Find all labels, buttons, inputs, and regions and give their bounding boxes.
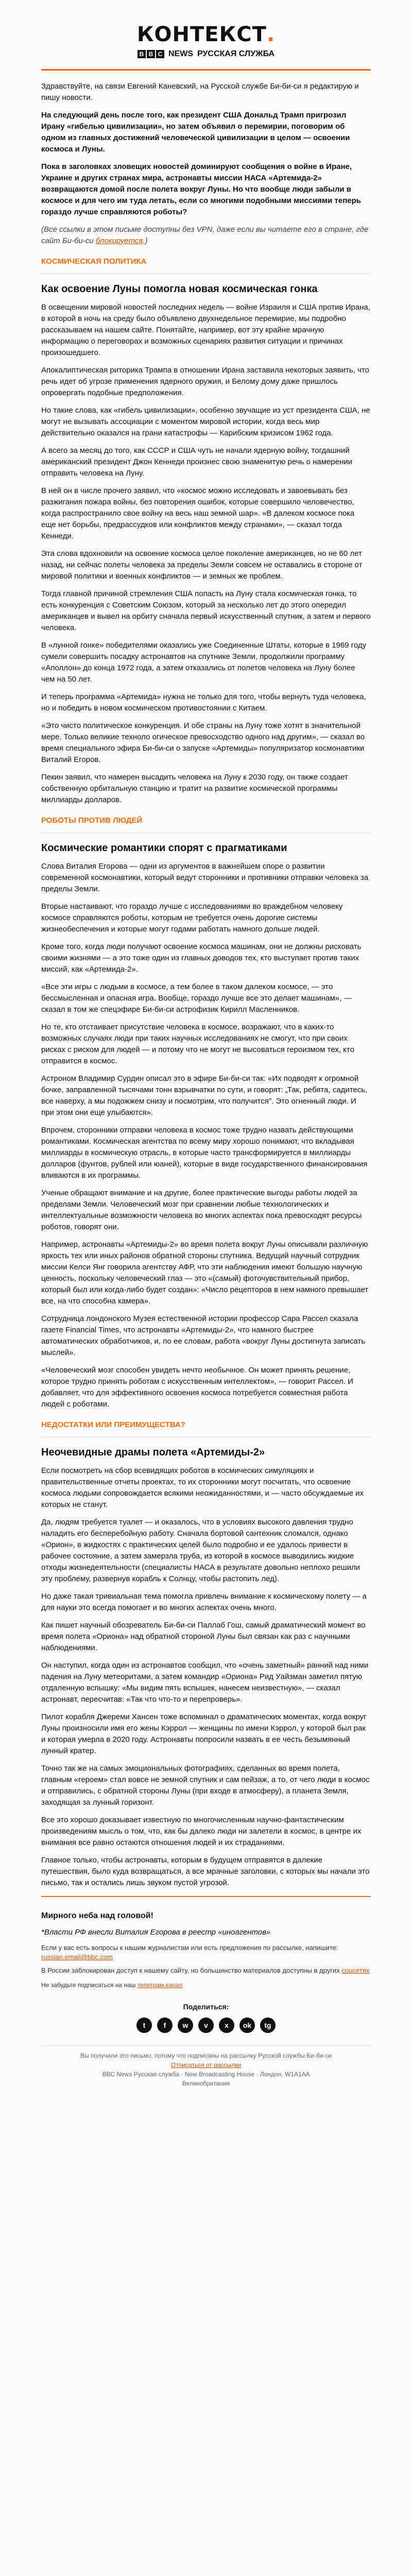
feedback [41,1910,371,1991]
feedback-telegram [41,1979,371,1991]
paragraph: А всего за месяц до того, как СССР и США чуть не начали ядерную войну, тогдашний американский президент Джон Кеннеди произнес свою знаменитую речь о намерении отправить человека на Луну. [41,446,353,478]
email-link[interactable]: russian.email@bbc.com [41,1953,113,1961]
intro-paragraph: Здравствуйте, на связи Евгений Каневский, на Русской службе Би-би-си я редактирую и пишу новости. [41,82,359,102]
paragraph: «Человеческий мозг способен увидеть нечто необычное. Он может принять решение, которое трудно принять роботам с искусственным интеллектом», — говорит Рассел. И добавляет, что для эффективного освоения космоса потребуется совместная работа людей с роботами. [41,1366,353,1409]
note-text: (Все ссылки в этом письме доступны без VPN, даже если вы читаете его в стране, где сайт Би-би-си [41,225,369,245]
paragraph: Но такие слова, как «гибель цивилизации», особенно звучащие из уст президента США, не могут не вызывать ассоциации с моментом мировой истории, когда весь мир действительно оказался на грани катастрофы — Карибским кризисом 1962 года. [41,406,370,437]
paragraph: Он наступил, когда один из астронавтов сообщил, что «очень заметный» ранний над ними падения на Луну метеоритами, а затем командир «Ориона» Рид Уайзман заметил пятую отдаленную вспышку: «Мы видим пять вспышек, нанесем неизвестную», — сказал астронавт, пересчитав: «Так что что-то и перепроверь». [41,1661,369,1704]
ok-icon[interactable]: ok [239,2018,255,2033]
divider [41,1896,371,1897]
paragraph: Кроме того, когда люди получают освоение космоса машинам, они не должны рисковать своими жизнями — а это тоже один из главных доводов тех, кто выступает против таких миссий, как «Артемида-2». [41,942,362,974]
footer-country: Великобритания [182,2080,230,2087]
paragraph: Эта слова вдохновили на освоение космоса целое поколение американцев, но не 60 лет назад, ни сейчас полеты человека за пределы Земли совсем не оставались в стороне от мировой политики и военных конфликтов — и земных же проблем. [41,549,363,581]
intro-bold-paragraph: Пока в заголовках зловещих новостей доминируют сообщения о войне в Иране, Украине и других странах мира, астронавты миссии НАСА «Артемида-2» возвращаются домой после полета вокруг Луны. Но что вообще люди забыли в космосе и для чего им туда летать, если со многими подобными миссиями теперь гораздо лучше справляются роботы? [41,162,362,216]
logo [41,23,371,46]
paragraph: Слова Виталия Егорова — одни из аргументов в важнейшем споре о развитии современной космонавтики, который ведут сторонники и противники отправки человека за пределы Земли. [41,862,369,893]
paragraph: Ученые обращают внимание и на другие, более практические выгоды работы людей за пределами Земли. Человеческий мозг при сравнении любые технологических и интеллектуальные возможности человека во многих аспектах пока превосходят ресурсы роботов, говорят они. [41,1189,362,1231]
telegram-link[interactable]: телеграм-канал [137,1981,183,1989]
paragraph: Все это хорошо доказывает известную по многочисленным научно-фантастическим произведениям мысль о том, что, как бы далеко люди ни залетели в космос, в центре их внимания все равно остаются отношения людей и их страданиями. [41,1816,362,1847]
service-name: РУССКАЯ СЛУЖБА [197,49,275,58]
vpn-note [41,224,371,247]
paragraph: Например, астронавты «Артемиды-2» во время полета вокруг Луны описывали различную яркость тех или иных районов обратной стороны спутника. Ведущий научный сотрудник миссии Келси Янг говорила агентству АФР, что эти наблюдения имеют большую научную ценность, поскольку человеческий глаз — это «(самый) фоточувствительный прибор, который был или когда-либо будет создан»: «Число рецепторов в нем намного превышает все, на что способна камера». [41,1240,369,1306]
x-icon[interactable]: x [219,2018,234,2033]
twitter-icon[interactable]: t [136,2018,152,2033]
feedback-quote: *Власти РФ внесли Виталия Егорова в реестр «иноагентов» [41,1928,271,1937]
socials-link[interactable]: соцсетях [341,1967,370,1974]
paragraph: В «лунной гонке» победителями оказались уже Соединенные Штаты, которые в 1969 году сумели совершить посадку астронавтов на спутнике Земли, продолжили программу «Аполлон» до конца 1972 года, а затем отказались от полетов человека на Луну более чем на 50 лет. [41,641,367,684]
share-title: Поделиться: [183,2003,229,2011]
footer [41,2045,371,2109]
paragraph: Да, людям требуется туалет — и оказалось, что в условиях высокого давления трудно наладить его бесперебойную работу. Сначала бортовой сантехник сломался, однако «Орион», в жидкостях с практических целей было подробно и ее удалось привести в рабочее состояние, а затем замерзла труба, из которой в космосе выводились жидкие отходы жизнедеятельности (специалисты НАСА в результате довольно неплохо решили эту проблему, развернув корабль к Солнцу, чтобы растопить лед). [41,1518,360,1583]
divider [41,2045,371,2046]
note-suffix: .) [143,236,148,245]
logo-dot: . [266,23,276,46]
article2-title: Космические романтики спорят с прагматиками [41,842,287,854]
paragraph: Но даже такая тривиальная тема помогла привлечь внимание к космическому полету — а для науки это всегда помогает и во многих аспектах очень много. [41,1592,367,1612]
paragraph: «Это чисто политическое конкуренция. И обе страны на Луну тоже хотят в значительной мере. Только великие техноло огическое превосходство одного над другим», — сказал во время специального эфира Би-би-си о запуске «Артемиды» популяризатор космонавтики Виталий Егоров. [41,721,365,764]
intro-bold-paragraph: На следующий день после того, как президент США Дональд Трамп пригрозил Ирану «гибелью цивилизации», но затем объявил о перемирии, поговорим об одном из главных достижений человеческой цивилизации в целом — освоении космоса и Луны. [41,111,350,154]
paragraph: Впрочем, сторонники отправки человека в космос тоже трудно назвать действующими романтиками. Космическая агентства по всему миру хорошо понимают, что вкладывая миллиарды в космическую отрасль, в которые часто трансформируется в миллиарды долларов (фунтов, рублей или юаней), которые в виде государственного финансирования вливаются в их программы. [41,1126,368,1180]
page [41,0,371,2109]
paragraph: Если посмотреть на сбор всевидящих роботов в космических симуляциях и правительственные отчеты проектах, то их сторонники могут посчитать, что освоение космоса людьми сопровождается всякими неожиданностями, и — часто обсуждаемые их которых не станут. [41,1466,364,1509]
section-title-flaws: НЕДОСТАТКИ ИЛИ ПРЕИМУЩЕСТВА? [41,1420,185,1429]
news-label: NEWS [168,49,193,58]
unsubscribe-link[interactable]: Отписаться от рассылки [170,2061,242,2069]
paragraph: В ней он в числе прочего заявил, что «космос можно исследовать и завоевывать без разжигания пожара войны, без повторения ошибок, которые совершило человечество, когда распространило свое войну на весь наш земной шар». «В далеком космосе пока еще нет борьбы, предрассудков или конфликтов между странами», — сказал тогда Кеннеди. [41,486,355,540]
share-icons [41,2018,371,2033]
bbc-news-logo: B B C [138,50,164,58]
paragraph: В освещении мировой новостей последних недель — войне Израиля и США против Ирана, в которой в ночь на среду было объявлено двухнедельное перемирие, мы подробно рассказываем на нашем сайте. Понятайте, например, вот эту крайне мрачную информацию о переговорах и возможных сценариях развития ситуации и причинах произошедшего. [41,303,370,357]
content [41,81,371,2109]
feedback-text: Не забудьте подписаться на наш [41,1981,138,1989]
section-title-politics: КОСМИЧЕСКАЯ ПОЛИТИКА [41,257,147,266]
telegram-icon[interactable]: tg [260,2018,276,2033]
paragraph: Пекин заявил, что намерен высадить человека на Луну к 2030 году, он также создает собственную орбитальную станцию и тратит на развитие космической программы миллиарды долларов. [41,773,348,804]
footer-address: BBC News Русская служба · New Broadcasting House · Лондон, W1A1AA [102,2071,310,2078]
footer-text: Вы получили это письмо, потому что подписаны на рассылку Русской службы Би-би-си [80,2052,332,2059]
paragraph: Точно так же на самых эмоциональных фотографиях, сделанных во время полета, главным «героем» стал вовсе не земной спутник и сам пейзаж, а то, от чего люди в космос и отправились, с обратной стороны Луны (при входе в атмосферу), а планета Земля, заходящая за лунный горизонт. [41,1764,370,1807]
paragraph: Вторые настаивают, что гораздо лучше с исследованиями во враждебном человеку космосе справляются роботы, которым не требуется очень дорогие системы жизнеобеспечения и которые могут годами работать намного дольше людей. [41,902,343,934]
paragraph: И теперь программа «Артемида» нужна не только для того, чтобы вернуть туда человека, но и победить в новом космическом противостоянии с Китаем. [41,692,366,713]
paragraph: Главное только, чтобы астронавты, которым в будущем отправятся в далекие путешествия, было куда возвращаться, а все мрачные заголовки, с которых мы начали это письмо, так и остались лишь звуком пустой угрозой. [41,1856,370,1887]
share [41,2001,371,2033]
blocked-link[interactable]: блокируется [95,236,143,245]
article3-title: Неочевидные драмы полета «Артемиды-2» [41,1447,265,1458]
paragraph: Сотрудница лондонского Музея естественной истории профессор Сара Рассел сказала газете Financial Times, что астронавты «Артемиды-2», что намного быстрее автоматических обработчиков, и, по ее словам, работа «вокруг Луны достигнута записать мыслей». [41,1314,366,1357]
article1-title: Как освоение Луны помогла новая космическая гонка [41,283,318,295]
paragraph: Но те, кто отстаивает присутствие человека в космосе, возражают, что в каких-то возможных случаях люди при таких научных исследованиях не смогут, что при своих рисках с риском для людей — и потому что не могут не высоваться героизмом тех, кто отправится в космос. [41,1023,354,1065]
feedback-title: Мирного неба над головой! [41,1911,153,1920]
feedback-email [41,1943,371,1962]
logo-text: КОНТЕКСТ [136,23,267,46]
paragraph: «Все эти игры с людьми в космосе, а тем более в таком далеком космосе, — это бессмысленная и опасная игра. Вообще, гораздо лучше все это делает машинам», — сказал в том же спецэфире Би-би-си астрофизик Кирилл Масленников. [41,982,352,1014]
paragraph: Апокалиптическая риторика Трампа в отношении Ирана заставила некоторых заявить, что речь идет об угрозе применения ядерного оружия, и Белому дому даже пришлось опровергать подобные предположения. [41,366,369,397]
facebook-icon[interactable]: f [157,2018,173,2033]
whatsapp-icon[interactable]: w [178,2018,193,2033]
paragraph: Тогда главной причиной стремления США попасть на Луну стала космическая гонка, то есть конкуренция с Советским Союзом, который за несколько лет до этого опередил американцев и вывел на орбиту сначала первый искусственный спутник, а затем и первого человека. [41,589,371,632]
header [41,14,371,64]
header-divider [41,69,371,71]
feedback-text: Если у вас есть вопросы к нашим журналистам или есть предложения по рассылке, напишите: [41,1944,338,1952]
paragraph: Как пишет научный обозреватель Би-би-си Паллаб Гош, самый драматический момент во время полета «Ориона» над обратной стороной Луны был связан как раз с научными наблюдениями. [41,1621,366,1652]
feedback-socials [41,1966,371,1975]
paragraph: Пилот корабля Джереми Хансен тоже вспоминал о драматических моментах, когда вокруг Луны произносили имя его жены Кэррол — женщины по имени Кэррол, у которой был рак и которая умерла в 2020 году. Астронавты попросили назвать в ее честь безымянный лунный кратер. [41,1713,367,1755]
service-line [41,49,371,59]
section-title-robots: РОБОТЫ ПРОТИВ ЛЮДЕЙ [41,816,143,825]
paragraph: Астроном Владимир Сурдин описал это в эфире Би-би-си так: «Их подводят к огромной бочке, заправленной тысячами тонн взрывчатки по сути, и говорят: „Так, ребята, садитесь, все наверху, а мы подожжем снизу и посмотрим, что получится". Это огненный люди. И при этом они еще улыбаются». [41,1074,368,1117]
feedback-text: В России заблокирован доступ к нашему сайту, но большинство материалов доступны в других [41,1967,342,1974]
vk-icon[interactable]: v [198,2018,214,2033]
